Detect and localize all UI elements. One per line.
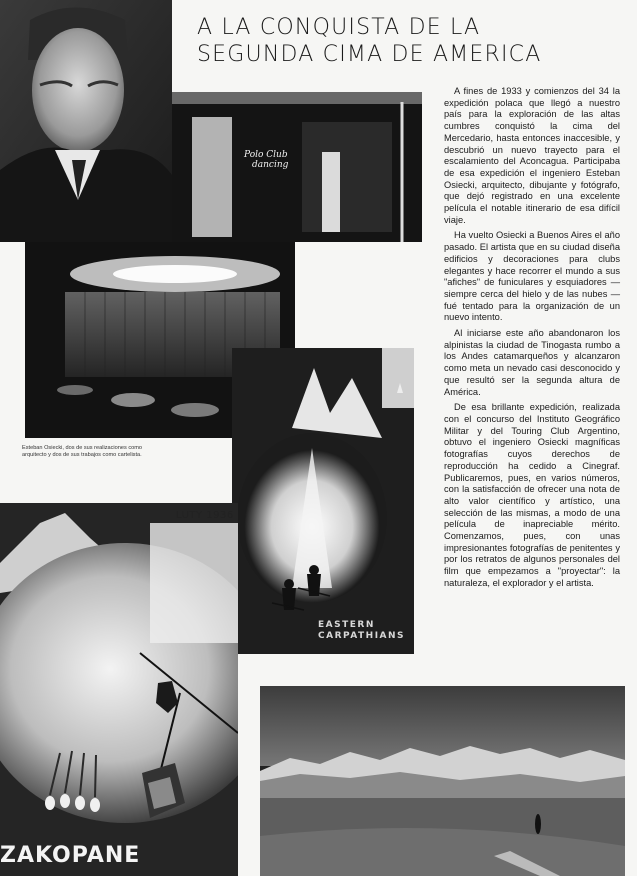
photo-caption: Esteban Osiecki, dos de sus realizaciones como arquitecto y dos de sus trabajos como cartelista.: [22, 445, 143, 458]
article-paragraph: De esa brillante expedición, realizada con el concurso del Instituto Geográfico Militar y del Touring Club Argentino, obtuvo el ingeniero Osiecki magníficas fotografías cuyos derechos de reproducción ha cedido a Cinegraf. Publicaremos, pues, en varios números, con la satisfacción de ofrecer una nota de alto valor científico y artístico, una selección de las mismas, a modo de una película de inapreciable mérito. Comenzamos, pues, con unas impresionantes fotografías de penitentes y por los retratos de algunos personales del film que empezamos a "proyectar": la naturaleza, el explorador y el artista.: [444, 402, 620, 588]
neon-sign-line-1: Polo Club: [244, 150, 288, 160]
page-title: [197, 14, 622, 68]
carpathians-poster-title: [318, 620, 405, 642]
neon-sign: [244, 150, 288, 170]
article-paragraph: A fines de 1933 y comienzos del 34 la expedición polaca que llegó a nuestro país para la exploración de las altas cumbres conquistó la cima del Mercedario, hasta entonces inaccesible, y descubrió un nuevo trayecto para el escalamiento del Aconcagua. Participaba de esa expedición el ingeniero Esteban Osiecki, arquitecto, dibujante y fotógrafo, que dejó registrado en una excelente película el notable itinerario de esa difícil viaje.: [444, 86, 620, 225]
zakopane-luty-poster: [0, 503, 238, 876]
luty-poster-date: LUTY 1936: [176, 510, 234, 521]
article-paragraph: Ha vuelto Osiecki a Buenos Aires el año pasado. El artista que en su ciudad diseña edificios y decoraciones para clubs elegantes y hace recorrer el mundo a sus "afiches" de funiculares y esquiadores — siempre cerca del hielo y de las nubes — fué tentado para la organización de un nuevo intento.: [444, 230, 620, 323]
article-paragraph: Al iniciarse este año abandonaron los alpinistas la ciudad de Tinogasta rumbo a los Andes catamarqueños y alcanzaron como meta un nevado casi desconocido y que resultó ser la segunda altura de América.: [444, 328, 620, 397]
carpathians-title-line-2: CARPATHIANS: [318, 631, 406, 641]
eastern-carpathians-poster: [232, 348, 414, 654]
page-title-line-2: SEGUNDA CIMA DE AMERICA: [197, 42, 542, 67]
portrait-photo: [0, 0, 172, 242]
andes-landscape-photo: [260, 686, 625, 876]
club-entrance-photo: [172, 92, 422, 242]
neon-sign-line-2: dancing: [252, 160, 289, 170]
page-title-line-1: A LA CONQUISTA DE LA: [197, 15, 481, 40]
zakopane-poster-brand: ZAKOPANE: [0, 843, 141, 868]
article-body: [444, 86, 620, 594]
carpathians-title-line-1: EASTERN: [318, 620, 375, 630]
